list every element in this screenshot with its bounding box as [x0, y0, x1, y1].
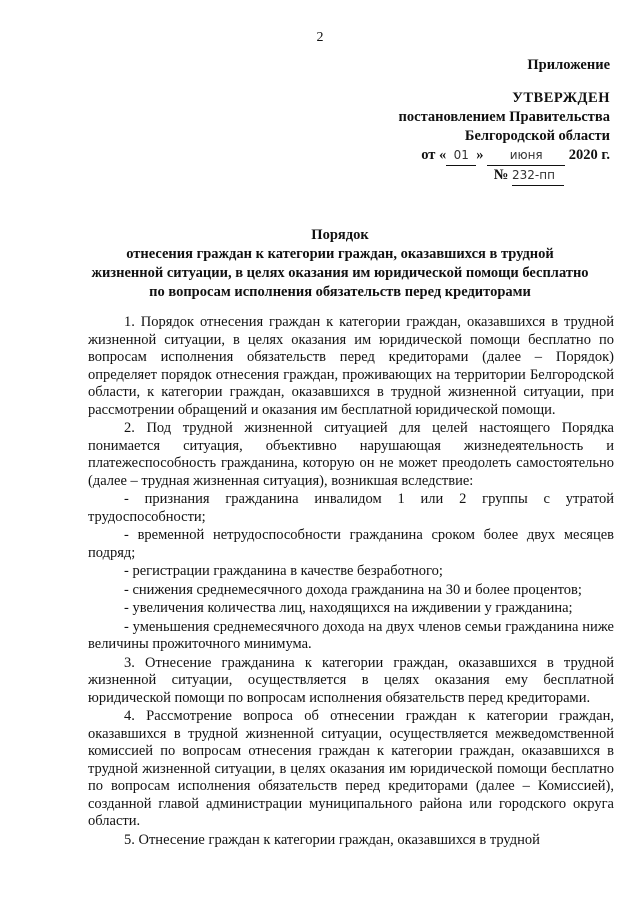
- list-item-unemployed: - регистрации гражданина в качестве безработного;: [124, 563, 443, 579]
- date-day: 01: [446, 146, 476, 166]
- list-item-dependents: - увеличения количества лиц, находящихся на иждивении у гражданина;: [124, 600, 573, 616]
- document-body: [88, 314, 614, 849]
- approved-region-line: Белгородской области: [464, 128, 610, 144]
- approval-date: [330, 146, 610, 166]
- paragraph-1: 1. Порядок отнесения граждан к категории граждан, оказавшихся в трудной жизненной ситуации, в целях оказания им юридической помощи бесплатно по вопросам исполнения обязательств перед кредиторами (далее – Порядок) определяет порядок отнесения граждан, проживающих на территории Белгородской области, к категории граждан, оказавшихся в трудной жизненной ситуации, при рассмотрении обращений и оказания им бесплатной юридической помощи.: [88, 314, 614, 418]
- number-prefix: №: [493, 167, 509, 183]
- date-month: июня: [487, 146, 565, 166]
- list-item-subsistence: - уменьшения среднемесячного дохода на двух членов семьи гражданина ниже величины прожиточного минимума.: [88, 618, 614, 652]
- date-prefix: от «: [421, 147, 447, 163]
- date-mid: »: [476, 147, 484, 163]
- list-item-temporary-disability: - временной нетрудоспособности гражданина сроком более двух месяцев подряд;: [88, 527, 614, 561]
- paragraph-4: 4. Рассмотрение вопроса об отнесении граждан к категории граждан, оказавшихся в трудной жизненной ситуации, осуществляется межведомственной комиссией по вопросам отнесения граждан к категории граждан, оказавшихся в трудной жизненной ситуации, в целях оказания им юридической помощи бесплатно по вопросам исполнения обязательств перед кредиторами (далее – Комиссией), созданной главой администрации муниципального района или городского округа области.: [88, 708, 614, 829]
- approval-number: [330, 166, 610, 186]
- approval-block: [330, 56, 610, 186]
- number-value: 232-пп: [512, 166, 564, 186]
- list-item-disability: - признания гражданина инвалидом 1 или 2 группы с утратой трудоспособности;: [88, 491, 614, 525]
- paragraph-5: 5. Отнесение граждан к категории граждан, оказавшихся в трудной: [124, 831, 540, 848]
- paragraph-3: 3. Отнесение гражданина к категории граждан, оказавшихся в трудной жизненной ситуации, осуществляется в целях оказания ему бесплатной юридической помощи по вопросам исполнения обязательств перед кредиторами.: [88, 654, 614, 706]
- title-line-3: жизненной ситуации, в целях оказания им юридической помощи бесплатно: [91, 265, 589, 281]
- document-title: [70, 226, 610, 302]
- page-number: 2: [316, 30, 324, 45]
- title-line-4: по вопросам исполнения обязательств перед кредиторами: [149, 284, 531, 300]
- title-line-2: отнесения граждан к категории граждан, оказавшихся в трудной: [126, 246, 554, 262]
- date-year: 2020 г.: [568, 147, 610, 163]
- approved-by-line: постановлением Правительства: [398, 109, 610, 125]
- title-line-1: Порядок: [311, 227, 369, 243]
- paragraph-2: 2. Под трудной жизненной ситуацией для целей настоящего Порядка понимается ситуация, объективно нарушающая жизнедеятельность и платежеспособность гражданина, которую он не может преодолеть самостоятельно (далее – трудная жизненная ситуация), возникшая вследствие:: [88, 420, 614, 489]
- annex-label: Приложение: [527, 57, 610, 73]
- list-item-income-drop: - снижения среднемесячного дохода гражданина на 30 и более процентов;: [124, 581, 582, 598]
- approved-label: УТВЕРЖДЕН: [512, 90, 610, 106]
